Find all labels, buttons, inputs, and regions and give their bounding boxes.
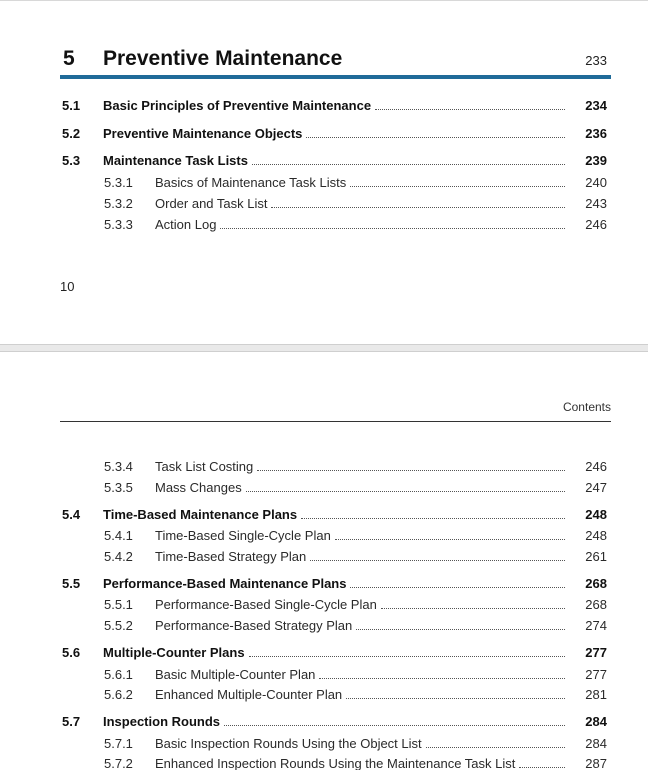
toc-entry-number: 5.5.1 [104,597,133,612]
toc-entry-page: 277 [585,645,607,660]
toc-entry-5-3-5[interactable] [60,480,611,498]
toc-entry-5-5[interactable] [60,576,611,594]
toc-entry-page: 240 [585,175,607,190]
dot-leader [246,480,565,492]
toc-entry-number: 5.3 [62,153,81,168]
chapter-heading [60,45,611,79]
toc-entry-page: 268 [585,576,607,591]
toc-entry-label: Action Log [155,217,217,232]
page-number: 10 [60,279,75,294]
dot-leader [319,667,565,679]
toc-entry-page: 234 [585,98,607,113]
dot-leader [356,618,565,630]
toc-entry-label: Task List Costing [155,459,254,474]
toc-entry-label: Performance-Based Single-Cycle Plan [155,597,377,612]
toc-entry-5-3-3[interactable] [60,217,611,235]
dot-leader [252,153,565,165]
toc-entry-page: 246 [585,459,607,474]
toc-entry-label: Basic Inspection Rounds Using the Object List [155,736,422,751]
toc-entry-label: Order and Task List [155,196,268,211]
dot-leader [220,217,565,229]
toc-entry-page: 268 [585,597,607,612]
toc-entry-5-7[interactable] [60,714,611,732]
toc-entry-5-3[interactable] [60,153,611,171]
dot-leader [271,196,565,208]
toc-entry-number: 5.3.1 [104,175,133,190]
running-header [60,400,611,422]
toc-entry-number: 5.3.4 [104,459,133,474]
toc-entry-label: Maintenance Task Lists [103,153,248,168]
toc-entry-label: Basic Principles of Preventive Maintenance [103,98,372,113]
dot-leader [381,597,565,609]
toc-entry-label: Basic Multiple-Counter Plan [155,667,316,682]
toc-entry-page: 239 [585,153,607,168]
toc-entry-label: Multiple-Counter Plans [103,645,245,660]
toc-entry-5-7-1[interactable] [60,736,611,754]
toc-entry-page: 284 [585,736,607,751]
toc-entry-5-2[interactable] [60,126,611,144]
toc-entry-number: 5.3.5 [104,480,133,495]
dot-leader [350,175,565,187]
toc-entry-number: 5.4.1 [104,528,133,543]
toc-entry-page: 243 [585,196,607,211]
toc-entry-5-5-2[interactable] [60,618,611,636]
toc-entry-page: 247 [585,480,607,495]
toc-entry-number: 5.6 [62,645,81,660]
toc-entry-page: 287 [585,756,607,770]
toc-entry-label: Enhanced Multiple-Counter Plan [155,687,343,702]
toc-entry-label: Time-Based Single-Cycle Plan [155,528,331,543]
toc-entry-number: 5.3.3 [104,217,133,232]
page-top [0,0,648,344]
toc-entry-page: 261 [585,549,607,564]
toc-entry-number: 5.5.2 [104,618,133,633]
toc-entry-5-1[interactable] [60,98,611,116]
toc-entry-5-4-1[interactable] [60,528,611,546]
dot-leader [346,687,565,699]
chapter-number: 5 [63,47,75,70]
dot-leader [310,549,565,561]
toc-entry-label: Mass Changes [155,480,242,495]
toc-entry-5-6-2[interactable] [60,687,611,705]
dot-leader [301,507,565,519]
dot-leader [350,576,565,588]
toc-entry-number: 5.7.1 [104,736,133,751]
toc-entry-label: Time-Based Strategy Plan [155,549,307,564]
toc-entry-5-4-2[interactable] [60,549,611,567]
toc-entry-5-3-4[interactable] [60,459,611,477]
toc-entry-number: 5.3.2 [104,196,133,211]
running-header-label: Contents [562,400,611,414]
toc-entry-page: 248 [585,528,607,543]
toc-entry-number: 5.4 [62,507,81,522]
chapter-page-number: 233 [585,53,607,68]
toc-entry-number: 5.6.1 [104,667,133,682]
toc-entry-number: 5.2 [62,126,81,141]
dot-leader [519,756,565,768]
dot-leader [224,714,565,726]
toc-entry-label: Performance-Based Maintenance Plans [103,576,347,591]
toc-entry-number: 5.5 [62,576,81,591]
toc-entry-page: 281 [585,687,607,702]
toc-entry-page: 284 [585,714,607,729]
dot-leader [335,528,565,540]
chapter-title: Preventive Maintenance [103,47,343,70]
toc-entry-label: Enhanced Inspection Rounds Using the Maintenance Task List [155,756,516,770]
toc-entry-number: 5.1 [62,98,81,113]
toc-entry-5-5-1[interactable] [60,597,611,615]
toc-entry-5-6[interactable] [60,645,611,663]
page-separator [0,344,648,352]
toc-entry-label: Inspection Rounds [103,714,220,729]
dot-leader [426,736,565,748]
toc-entry-label: Time-Based Maintenance Plans [103,507,298,522]
toc-entry-number: 5.6.2 [104,687,133,702]
toc-entry-page: 277 [585,667,607,682]
toc-entry-page: 274 [585,618,607,633]
toc-entry-page: 246 [585,217,607,232]
toc-entry-label: Performance-Based Strategy Plan [155,618,353,633]
dot-leader [375,98,565,110]
toc-entry-label: Preventive Maintenance Objects [103,126,303,141]
toc-entry-5-3-2[interactable] [60,196,611,214]
dot-leader [306,126,565,138]
toc-entry-number: 5.7 [62,714,81,729]
toc-entry-5-6-1[interactable] [60,667,611,685]
toc-entry-page: 236 [585,126,607,141]
toc-entry-5-7-2[interactable] [60,756,611,770]
toc-entry-label: Basics of Maintenance Task Lists [155,175,347,190]
toc-entry-5-4[interactable] [60,507,611,525]
dot-leader [257,459,565,471]
dot-leader [249,645,565,657]
toc-entry-5-3-1[interactable] [60,175,611,193]
toc-entry-page: 248 [585,507,607,522]
toc-entry-number: 5.7.2 [104,756,133,770]
toc-entry-number: 5.4.2 [104,549,133,564]
